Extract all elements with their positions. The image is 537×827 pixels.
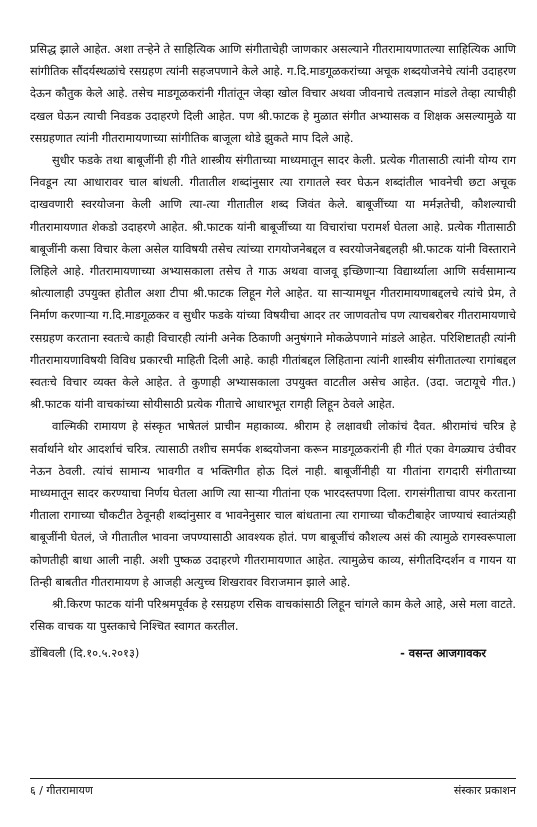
- page-body: [30, 38, 516, 663]
- paragraph-3: वाल्मिकी रामायण हे संस्कृत भाषेतलं प्राचीन महाकाव्य. श्रीराम हे लक्षावधी लोकांचं दैवत. श्रीरामांचं चरित्र हे सर्वार्थाने थोर आदर्शाचं चरित्र. त्यासाठी तशीच समर्पक शब्दयोजना करून माडगूळकरांनी ही गीतं एका वेगळ्याच उंचीवर नेऊन ठेवली. त्यांचं सामान्य भावगीत व भक्तिगीत होऊ दिलं नाही. बाबूजींनीही या गीतांना रागदारी संगीताच्या माध्यमातून सादर करण्याचा निर्णय घेतला आणि त्या साऱ्या गीतांना एक भारदस्तपणा दिला. रागसंगीताचा वापर करताना गीताला रागाच्या चौकटीत ठेवूनही शब्दांनुसार व भावनेनुसार चाल बांधताना त्या रागाच्या चौकटीबाहेर जाण्याचं स्वातंत्र्यही बाबूजींनी घेतलं, जे गीतातील भावना जपण्यासाठी आवश्यक होतं. पण बाबूजींचं कौशल्य असं की त्यामुळे रागस्वरूपाला कोणतीही बाधा आली नाही. अशी पुष्कळ उदाहरणे गीतरामायणात आहेत. त्यामुळेच काव्य, संगीतदिग्दर्शन व गायन या तिन्ही बाबतीत गीतरामायण हे आजही अत्युच्च शिखरावर विराजमान झाले आहे.: [30, 419, 516, 589]
- footer-publisher: संस्कार प्रकाशन: [453, 784, 516, 797]
- paragraph-1: प्रसिद्ध झाले आहेत. अशा तऱ्हेने ते साहित्यिक आणि संगीताचेही जाणकार असल्याने गीतरामायणातल्या साहित्यिक आणि सांगीतिक सौंदर्यस्थळांचे रसग्रहण त्यांनी सहजपणाने केले आहे. ग.दि.माडगूळकरांच्या अचूक शब्दयोजनेचे त्यांनी उदाहरण देऊन कौतुक केले आहे. तसेच माडगूळकरांनी गीतांतून जेव्हा खोल विचार अथवा जीवनाचे तत्वज्ञान मांडले तेव्हा त्याचीही दखल घेऊन त्याची निवडक उदाहरणे दिली आहेत. पण श्री.फाटक हे मुळात संगीत अभ्यासक व शिक्षक असल्यामुळे या रसग्रहणात त्यांनी गीतरामायणाच्या सांगीतिक बाजूला थोडे झुकते माप दिले आहे.: [30, 42, 516, 145]
- paragraph-4: श्री.किरण फाटक यांनी परिश्रमपूर्वक हे रसग्रहण रसिक वाचकांसाठी लिहून चांगले काम केले आहे, असे मला वाटते. रसिक वाचक या पुस्तकाचे निश्चित स्वागत करतील.: [30, 597, 516, 634]
- page-footer: [30, 782, 516, 800]
- signature-row: [30, 643, 516, 663]
- paragraph-2: सुधीर फडके तथा बाबूजींनी ही गीते शास्त्रीय संगीताच्या माध्यमातून सादर केली. प्रत्येक गीतासाठी त्यांनी योग्य राग निवडून त्या आधारावर चाल बांधली. गीतातील शब्दांनुसार त्या रागातले स्वर घेऊन शब्दांतील भावनेची छटा अचूक दाखवणारी स्वरयोजना केली आणि त्या-त्या गीतातील शब्द जिवंत केले. बाबूजींच्या या मर्मज्ञतेची, कौशल्याची गीतरामायणात शेकडो उदाहरणे आहेत. श्री.फाटक यांनी बाबूजींच्या या विचारांचा परामर्श घेतला आहे. प्रत्येक गीतासाठी बाबूजींनी कसा विचार केला असेल याविषयी तसेच त्यांच्या रागयोजनेबद्दल व स्वरयोजनेबद्दलही श्री.फाटक यांनी विस्ताराने लिहिले आहे. गीतरामायणाच्या अभ्यासकाला तसेच ते गाऊ अथवा वाजवू इच्छिणाऱ्या विद्यार्थ्याला आणि सर्वसामान्य श्रोत्यालाही उपयुक्त होतील अशा टीपा श्री.फाटक लिहून गेले आहेत. या साऱ्यामधून गीतरामायणाबद्दलचे त्यांचे प्रेम, ते निर्माण करणाऱ्या ग.दि.माडगूळकर व सुधीर फडके यांच्या विषयीचा आदर तर जाणवतोच पण त्याचबरोबर गीतरामायणाचे रसग्रहण करताना स्वतःचे काही विचारही त्यांनी अनेक ठिकाणी अनुषंगाने मोकळेपणाने मांडले आहेत. परिशिष्टातही त्यांनी गीतरामायणाविषयी विविध प्रकारची माहिती दिली आहे. काही गीतांबद्दल लिहिताना त्यांनी शास्त्रीय संगीतातल्या रागांबद्दल स्वतःचे विचार व्यक्त केले आहेत. ते कुणाही अभ्यासकाला उपयुक्त वाटतील असेच आहेत. (उदा. जटायूचे गीत.) श्री.फाटक यांनी वाचकांच्या सोयीसाठी प्रत्येक गीताचे आधारभूत रागही लिहून ठेवले आहेत.: [30, 153, 516, 412]
- author-signature: - वसन्त आजगावकर: [400, 646, 486, 661]
- place-date: डोंबिवली (दि.१०.५.२०१३): [30, 646, 140, 661]
- footer-page-number: ६ / गीतरामायण: [30, 784, 93, 797]
- footer-divider: [30, 778, 516, 779]
